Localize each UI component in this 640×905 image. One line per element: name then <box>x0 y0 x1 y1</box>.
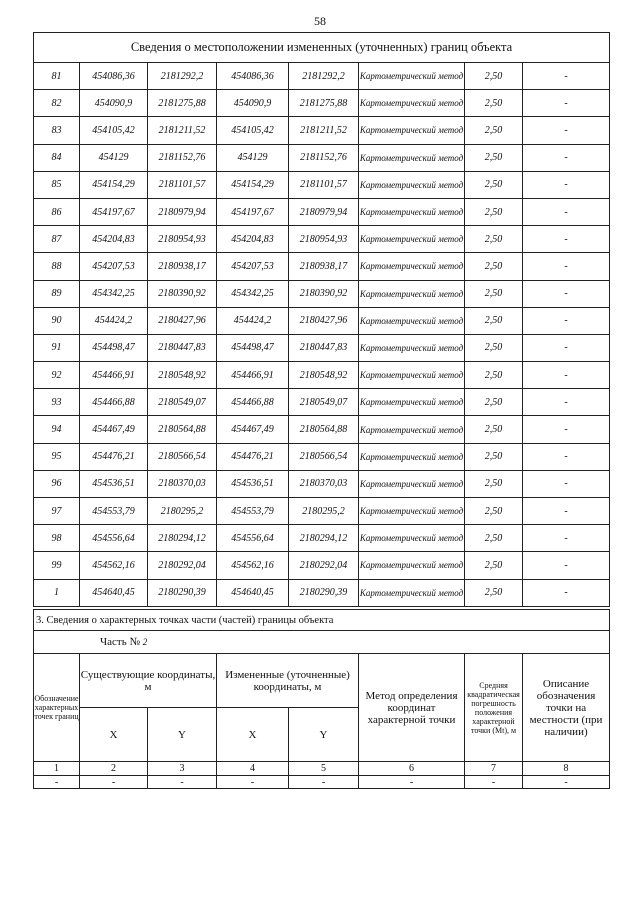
existing-x: 454498,47 <box>80 334 148 361</box>
point-number: 92 <box>34 362 80 389</box>
description-cell: - <box>523 389 610 416</box>
point-number: 84 <box>34 144 80 171</box>
existing-y: 2180295,2 <box>148 498 217 525</box>
table-row <box>34 226 610 253</box>
changed-y: 2180390,92 <box>289 280 359 307</box>
existing-x: 454207,53 <box>80 253 148 280</box>
existing-y: 2181101,57 <box>148 171 217 198</box>
description-cell: - <box>523 226 610 253</box>
description-cell: - <box>523 90 610 117</box>
method-cell: Картометрический метод <box>359 307 465 334</box>
header-existing-coords: Существующие координаты, м <box>80 654 217 708</box>
empty-cell: - <box>148 776 217 789</box>
existing-y: 2180564,88 <box>148 416 217 443</box>
header-y-changed: Y <box>289 708 359 762</box>
accuracy-cell: 2,50 <box>465 63 523 90</box>
table-row <box>34 90 610 117</box>
empty-cell: - <box>289 776 359 789</box>
part-label: Часть № 2 <box>34 631 610 654</box>
existing-y: 2180370,03 <box>148 470 217 497</box>
existing-x: 454197,67 <box>80 198 148 225</box>
table-row <box>34 198 610 225</box>
method-cell: Картометрический метод <box>359 525 465 552</box>
existing-y: 2181211,52 <box>148 117 217 144</box>
changed-y: 2180938,17 <box>289 253 359 280</box>
column-number: 3 <box>148 762 217 776</box>
method-cell: Картометрический метод <box>359 334 465 361</box>
description-cell: - <box>523 470 610 497</box>
changed-x: 454467,49 <box>217 416 289 443</box>
accuracy-cell: 2,50 <box>465 362 523 389</box>
part-number: 2 <box>142 637 148 647</box>
table-row <box>34 307 610 334</box>
description-cell: - <box>523 552 610 579</box>
existing-y: 2180427,96 <box>148 307 217 334</box>
accuracy-cell: 2,50 <box>465 280 523 307</box>
description-cell: - <box>523 334 610 361</box>
header-description: Описание обозначения точки на местности (при наличии) <box>523 654 610 762</box>
changed-x: 454466,91 <box>217 362 289 389</box>
method-cell: Картометрический метод <box>359 362 465 389</box>
method-cell: Картометрический метод <box>359 470 465 497</box>
changed-y: 2180549,07 <box>289 389 359 416</box>
header-accuracy: Средняя квадратическая погрешность положения характерной точки (Mt), м <box>465 654 523 762</box>
empty-cell: - <box>359 776 465 789</box>
existing-y: 2180549,07 <box>148 389 217 416</box>
header-x-changed: X <box>217 708 289 762</box>
description-cell: - <box>523 198 610 225</box>
point-number: 87 <box>34 226 80 253</box>
method-cell: Картометрический метод <box>359 253 465 280</box>
accuracy-cell: 2,50 <box>465 253 523 280</box>
existing-x: 454562,16 <box>80 552 148 579</box>
accuracy-cell: 2,50 <box>465 226 523 253</box>
existing-x: 454204,83 <box>80 226 148 253</box>
point-number: 98 <box>34 525 80 552</box>
accuracy-cell: 2,50 <box>465 334 523 361</box>
existing-x: 454105,42 <box>80 117 148 144</box>
accuracy-cell: 2,50 <box>465 525 523 552</box>
existing-x: 454556,64 <box>80 525 148 552</box>
empty-cell: - <box>523 776 610 789</box>
description-cell: - <box>523 525 610 552</box>
table-row <box>34 498 610 525</box>
existing-x: 454090,9 <box>80 90 148 117</box>
changed-y: 2180566,54 <box>289 443 359 470</box>
changed-x: 454342,25 <box>217 280 289 307</box>
point-number: 95 <box>34 443 80 470</box>
existing-y: 2180954,93 <box>148 226 217 253</box>
section-title: Сведения о местоположении измененных (уточненных) границ объекта <box>34 33 610 63</box>
table-row <box>34 280 610 307</box>
changed-y: 2180292,04 <box>289 552 359 579</box>
existing-y: 2180979,94 <box>148 198 217 225</box>
accuracy-cell: 2,50 <box>465 144 523 171</box>
point-number: 99 <box>34 552 80 579</box>
existing-y: 2180548,92 <box>148 362 217 389</box>
section3-table <box>33 609 610 789</box>
description-cell: - <box>523 117 610 144</box>
header-method: Метод определения координат характерной точки <box>359 654 465 762</box>
accuracy-cell: 2,50 <box>465 416 523 443</box>
accuracy-cell: 2,50 <box>465 171 523 198</box>
changed-x: 454090,9 <box>217 90 289 117</box>
table-row <box>34 416 610 443</box>
changed-y: 2181211,52 <box>289 117 359 144</box>
existing-x: 454086,36 <box>80 63 148 90</box>
changed-x: 454105,42 <box>217 117 289 144</box>
existing-y: 2181292,2 <box>148 63 217 90</box>
existing-x: 454466,88 <box>80 389 148 416</box>
table-row <box>34 443 610 470</box>
existing-y: 2181152,76 <box>148 144 217 171</box>
changed-x: 454424,2 <box>217 307 289 334</box>
existing-x: 454154,29 <box>80 171 148 198</box>
changed-y: 2180294,12 <box>289 525 359 552</box>
table-row <box>34 552 610 579</box>
existing-y: 2181275,88 <box>148 90 217 117</box>
accuracy-cell: 2,50 <box>465 389 523 416</box>
column-number: 2 <box>80 762 148 776</box>
changed-y: 2180564,88 <box>289 416 359 443</box>
existing-x: 454476,21 <box>80 443 148 470</box>
changed-y: 2180979,94 <box>289 198 359 225</box>
method-cell: Картометрический метод <box>359 443 465 470</box>
description-cell: - <box>523 579 610 606</box>
changed-x: 454640,45 <box>217 579 289 606</box>
changed-y: 2181101,57 <box>289 171 359 198</box>
point-number: 1 <box>34 579 80 606</box>
accuracy-cell: 2,50 <box>465 307 523 334</box>
description-cell: - <box>523 253 610 280</box>
existing-y: 2180566,54 <box>148 443 217 470</box>
existing-y: 2180294,12 <box>148 525 217 552</box>
accuracy-cell: 2,50 <box>465 117 523 144</box>
table-row <box>34 63 610 90</box>
header-changed-coords: Измененные (уточненные) координаты, м <box>217 654 359 708</box>
description-cell: - <box>523 498 610 525</box>
existing-y: 2180390,92 <box>148 280 217 307</box>
method-cell: Картометрический метод <box>359 171 465 198</box>
existing-y: 2180938,17 <box>148 253 217 280</box>
table-row <box>34 334 610 361</box>
changed-x: 454086,36 <box>217 63 289 90</box>
changed-y: 2180447,83 <box>289 334 359 361</box>
column-number: 8 <box>523 762 610 776</box>
existing-x: 454129 <box>80 144 148 171</box>
section3-title: 3. Сведения о характерных точках части (частей) границы объекта <box>34 610 610 631</box>
changed-y: 2181275,88 <box>289 90 359 117</box>
empty-cell: - <box>34 776 80 789</box>
accuracy-cell: 2,50 <box>465 498 523 525</box>
column-number: 4 <box>217 762 289 776</box>
description-cell: - <box>523 144 610 171</box>
description-cell: - <box>523 362 610 389</box>
table-row <box>34 117 610 144</box>
method-cell: Картометрический метод <box>359 90 465 117</box>
method-cell: Картометрический метод <box>359 144 465 171</box>
accuracy-cell: 2,50 <box>465 198 523 225</box>
empty-cell: - <box>80 776 148 789</box>
table-row <box>34 253 610 280</box>
point-number: 82 <box>34 90 80 117</box>
changed-x: 454556,64 <box>217 525 289 552</box>
existing-x: 454536,51 <box>80 470 148 497</box>
table-row <box>34 470 610 497</box>
method-cell: Картометрический метод <box>359 389 465 416</box>
empty-cell: - <box>217 776 289 789</box>
method-cell: Картометрический метод <box>359 579 465 606</box>
table-row <box>34 144 610 171</box>
existing-x: 454466,91 <box>80 362 148 389</box>
changed-x: 454553,79 <box>217 498 289 525</box>
existing-x: 454640,45 <box>80 579 148 606</box>
method-cell: Картометрический метод <box>359 552 465 579</box>
accuracy-cell: 2,50 <box>465 470 523 497</box>
boundary-points-table <box>33 32 610 607</box>
point-number: 90 <box>34 307 80 334</box>
changed-x: 454197,67 <box>217 198 289 225</box>
changed-x: 454562,16 <box>217 552 289 579</box>
method-cell: Картометрический метод <box>359 416 465 443</box>
changed-x: 454498,47 <box>217 334 289 361</box>
point-number: 85 <box>34 171 80 198</box>
changed-y: 2180427,96 <box>289 307 359 334</box>
description-cell: - <box>523 307 610 334</box>
changed-x: 454204,83 <box>217 226 289 253</box>
point-number: 88 <box>34 253 80 280</box>
existing-x: 454467,49 <box>80 416 148 443</box>
method-cell: Картометрический метод <box>359 226 465 253</box>
existing-x: 454424,2 <box>80 307 148 334</box>
point-number: 94 <box>34 416 80 443</box>
changed-y: 2181292,2 <box>289 63 359 90</box>
accuracy-cell: 2,50 <box>465 579 523 606</box>
changed-x: 454129 <box>217 144 289 171</box>
table-row <box>34 525 610 552</box>
empty-cell: - <box>465 776 523 789</box>
column-number: 7 <box>465 762 523 776</box>
point-number: 91 <box>34 334 80 361</box>
existing-x: 454553,79 <box>80 498 148 525</box>
point-number: 89 <box>34 280 80 307</box>
changed-x: 454466,88 <box>217 389 289 416</box>
changed-x: 454207,53 <box>217 253 289 280</box>
existing-y: 2180292,04 <box>148 552 217 579</box>
changed-x: 454536,51 <box>217 470 289 497</box>
table-row <box>34 579 610 606</box>
changed-x: 454154,29 <box>217 171 289 198</box>
existing-x: 454342,25 <box>80 280 148 307</box>
table-row <box>34 389 610 416</box>
accuracy-cell: 2,50 <box>465 90 523 117</box>
page-number: 58 <box>314 14 326 28</box>
changed-y: 2180370,03 <box>289 470 359 497</box>
description-cell: - <box>523 171 610 198</box>
header-x-existing: X <box>80 708 148 762</box>
point-number: 97 <box>34 498 80 525</box>
column-number: 6 <box>359 762 465 776</box>
changed-x: 454476,21 <box>217 443 289 470</box>
existing-y: 2180447,83 <box>148 334 217 361</box>
column-number: 5 <box>289 762 359 776</box>
point-number: 86 <box>34 198 80 225</box>
changed-y: 2180290,39 <box>289 579 359 606</box>
header-point-designation: Обозначение характерных точек границ <box>34 654 80 762</box>
header-y-existing: Y <box>148 708 217 762</box>
point-number: 93 <box>34 389 80 416</box>
description-cell: - <box>523 63 610 90</box>
table-row <box>34 362 610 389</box>
changed-y: 2180548,92 <box>289 362 359 389</box>
changed-y: 2180295,2 <box>289 498 359 525</box>
point-number: 83 <box>34 117 80 144</box>
column-number: 1 <box>34 762 80 776</box>
description-cell: - <box>523 416 610 443</box>
existing-y: 2180290,39 <box>148 579 217 606</box>
method-cell: Картометрический метод <box>359 280 465 307</box>
table-row <box>34 171 610 198</box>
method-cell: Картометрический метод <box>359 498 465 525</box>
method-cell: Картометрический метод <box>359 198 465 225</box>
accuracy-cell: 2,50 <box>465 443 523 470</box>
changed-y: 2180954,93 <box>289 226 359 253</box>
method-cell: Картометрический метод <box>359 117 465 144</box>
description-cell: - <box>523 280 610 307</box>
point-number: 81 <box>34 63 80 90</box>
changed-y: 2181152,76 <box>289 144 359 171</box>
accuracy-cell: 2,50 <box>465 552 523 579</box>
method-cell: Картометрический метод <box>359 63 465 90</box>
description-cell: - <box>523 443 610 470</box>
point-number: 96 <box>34 470 80 497</box>
